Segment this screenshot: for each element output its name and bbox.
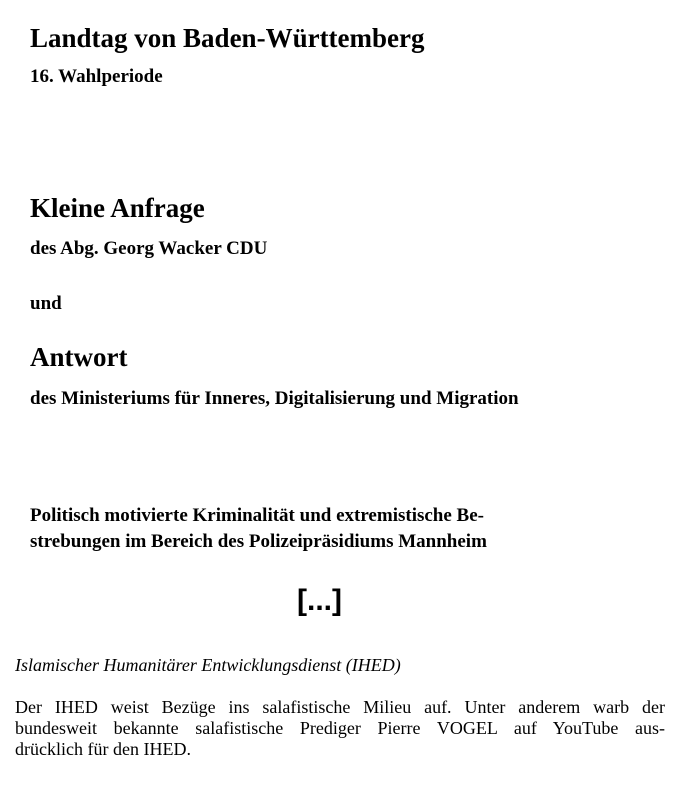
paragraph-line: Der IHED weist Bezüge ins salafistische Milieu auf. Unter anderem warb der [15, 697, 665, 717]
parliament-title: Landtag von Baden-Württemberg [30, 23, 425, 53]
section-paragraph [15, 697, 665, 760]
document-subject [30, 503, 487, 555]
legislative-period: 16. Wahlperiode [30, 66, 163, 87]
paragraph-line: bundesweit bekannte salafistische Prediger Pierre VOGEL auf YouTube aus- [15, 718, 665, 738]
conjunction-text: und [30, 293, 62, 314]
ministry-name: des Ministeriums für Inneres, Digitalisierung und Migration [30, 388, 519, 409]
subject-line: strebungen im Bereich des Polizeipräsidiums Mannheim [30, 531, 487, 552]
section-heading: Islamischer Humanitärer Entwicklungsdienst (IHED) [15, 655, 401, 675]
subject-line: Politisch motivierte Kriminalität und extremistische Be- [30, 505, 484, 526]
answer-heading: Antwort [30, 342, 128, 372]
request-type-heading: Kleine Anfrage [30, 193, 205, 223]
paragraph-line: drücklich für den IHED. [15, 739, 191, 759]
omission-marker: [...] [297, 584, 342, 617]
request-author: des Abg. Georg Wacker CDU [30, 238, 268, 259]
